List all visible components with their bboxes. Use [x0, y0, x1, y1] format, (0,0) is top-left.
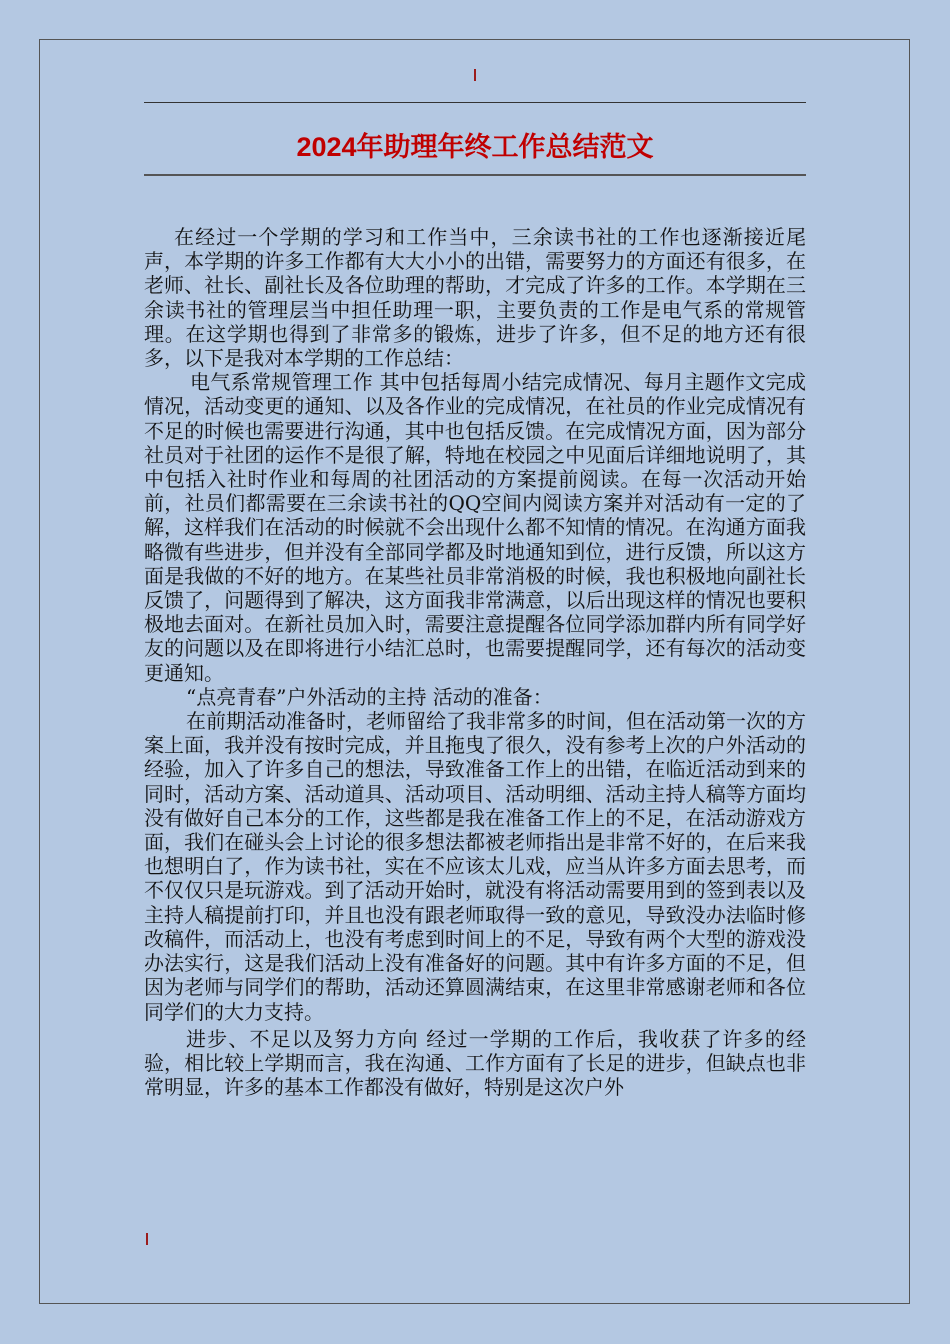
paragraph-intro: 在经过一个学期的学习和工作当中，三余读书社的工作也逐渐接近尾声，本学期的许多工作都有大大小小的出错，需要努力的方面还有很多，在老师、社长、副社长及各位助理的帮助，才完成了许多的工作。本学期在三余读书社的管理层当中担任助理一职，主要负责的工作是电气系的常规管理。在这学期也得到了非常多的锻炼，进步了许多，但不足的地方还有很多，以下是我对本学期的工作总结： — [144, 225, 806, 371]
footer-marker — [146, 1233, 148, 1245]
paragraph-routine-management: 电气系常规管理工作 其中包括每周小结完成情况、每月主题作文完成情况，活动变更的通知、以及各作业的完成情况，在社员的作业完成情况有不足的时候也需要进行沟通，其中也包括反馈。在完成情况方面，因为部分社员对于社团的运作不是很了解，特地在校园之中见面后详细地说明了，其中包括入社时作业和每周的社团活动的方案提前阅读。在每一次活动开始前，社员们都需要在三余读书社的QQ空间内阅读方案并对活动有一定的了解，这样我们在活动的时候就不会出现什么都不知情的情况。在沟通方面我略微有些进步，但并没有全部同学都及时地通知到位，进行反馈，所以这方面是我做的不好的地方。在某些社员非常消极的时候，我也积极地向副社长反馈了，问题得到了解决，这方面我非常满意，以后出现这样的情况也要积极地去面对。在新社员加入时，需要注意提醒各位同学添加群内所有同学好友的问题以及在即将进行小结汇总时，也需要提醒同学，还有每次的活动变更通知。 — [144, 370, 806, 685]
title-underline — [144, 174, 806, 176]
header-rule — [144, 102, 806, 103]
document-body — [144, 225, 806, 1099]
paragraph-progress: 进步、不足以及努力方向 经过一学期的工作后，我收获了许多的经验，相比较上学期而言，我在沟通、工作方面有了长足的进步，但缺点也非常明显，许多的基本工作都没有做好，特别是这次户外 — [144, 1026, 806, 1100]
paragraph-event-heading: “点亮青春”户外活动的主持 活动的准备： — [186, 684, 553, 709]
header-marker — [474, 69, 476, 81]
paragraph-event-preparation: 在前期活动准备时，老师留给了我非常多的时间，但在活动第一次的方案上面，我并没有按时完成，并且拖曳了很久，没有参考上次的户外活动的经验，加入了许多自己的想法，导致准备工作上的出错，在临近活动到来的同时，活动方案、活动道具、活动项目、活动明细、活动主持人稿等方面均没有做好自己本分的工作，这些都是我在准备工作上的不足，在活动游戏方面，我们在碰头会上讨论的很多想法都被老师指出是非常不好的，在后来我也想明白了，作为读书社，实在不应该太儿戏，应当从许多方面去思考，而不仅仅只是玩游戏。到了活动开始时，就没有将活动需要用到的签到表以及主持人稿提前打印，并且也没有跟老师取得一致的意见，导致没办法临时修改稿件，而活动上，也没有考虑到时间上的不足，导致有两个大型的游戏没办法实行，这是我们活动上没有准备好的问题。其中有许多方面的不足，但因为老师与同学们的帮助，活动还算圆满结束，在这里非常感谢老师和各位同学们的大力支持。 — [144, 709, 806, 1024]
document-title: 2024年助理年终工作总结范文 — [296, 132, 654, 162]
